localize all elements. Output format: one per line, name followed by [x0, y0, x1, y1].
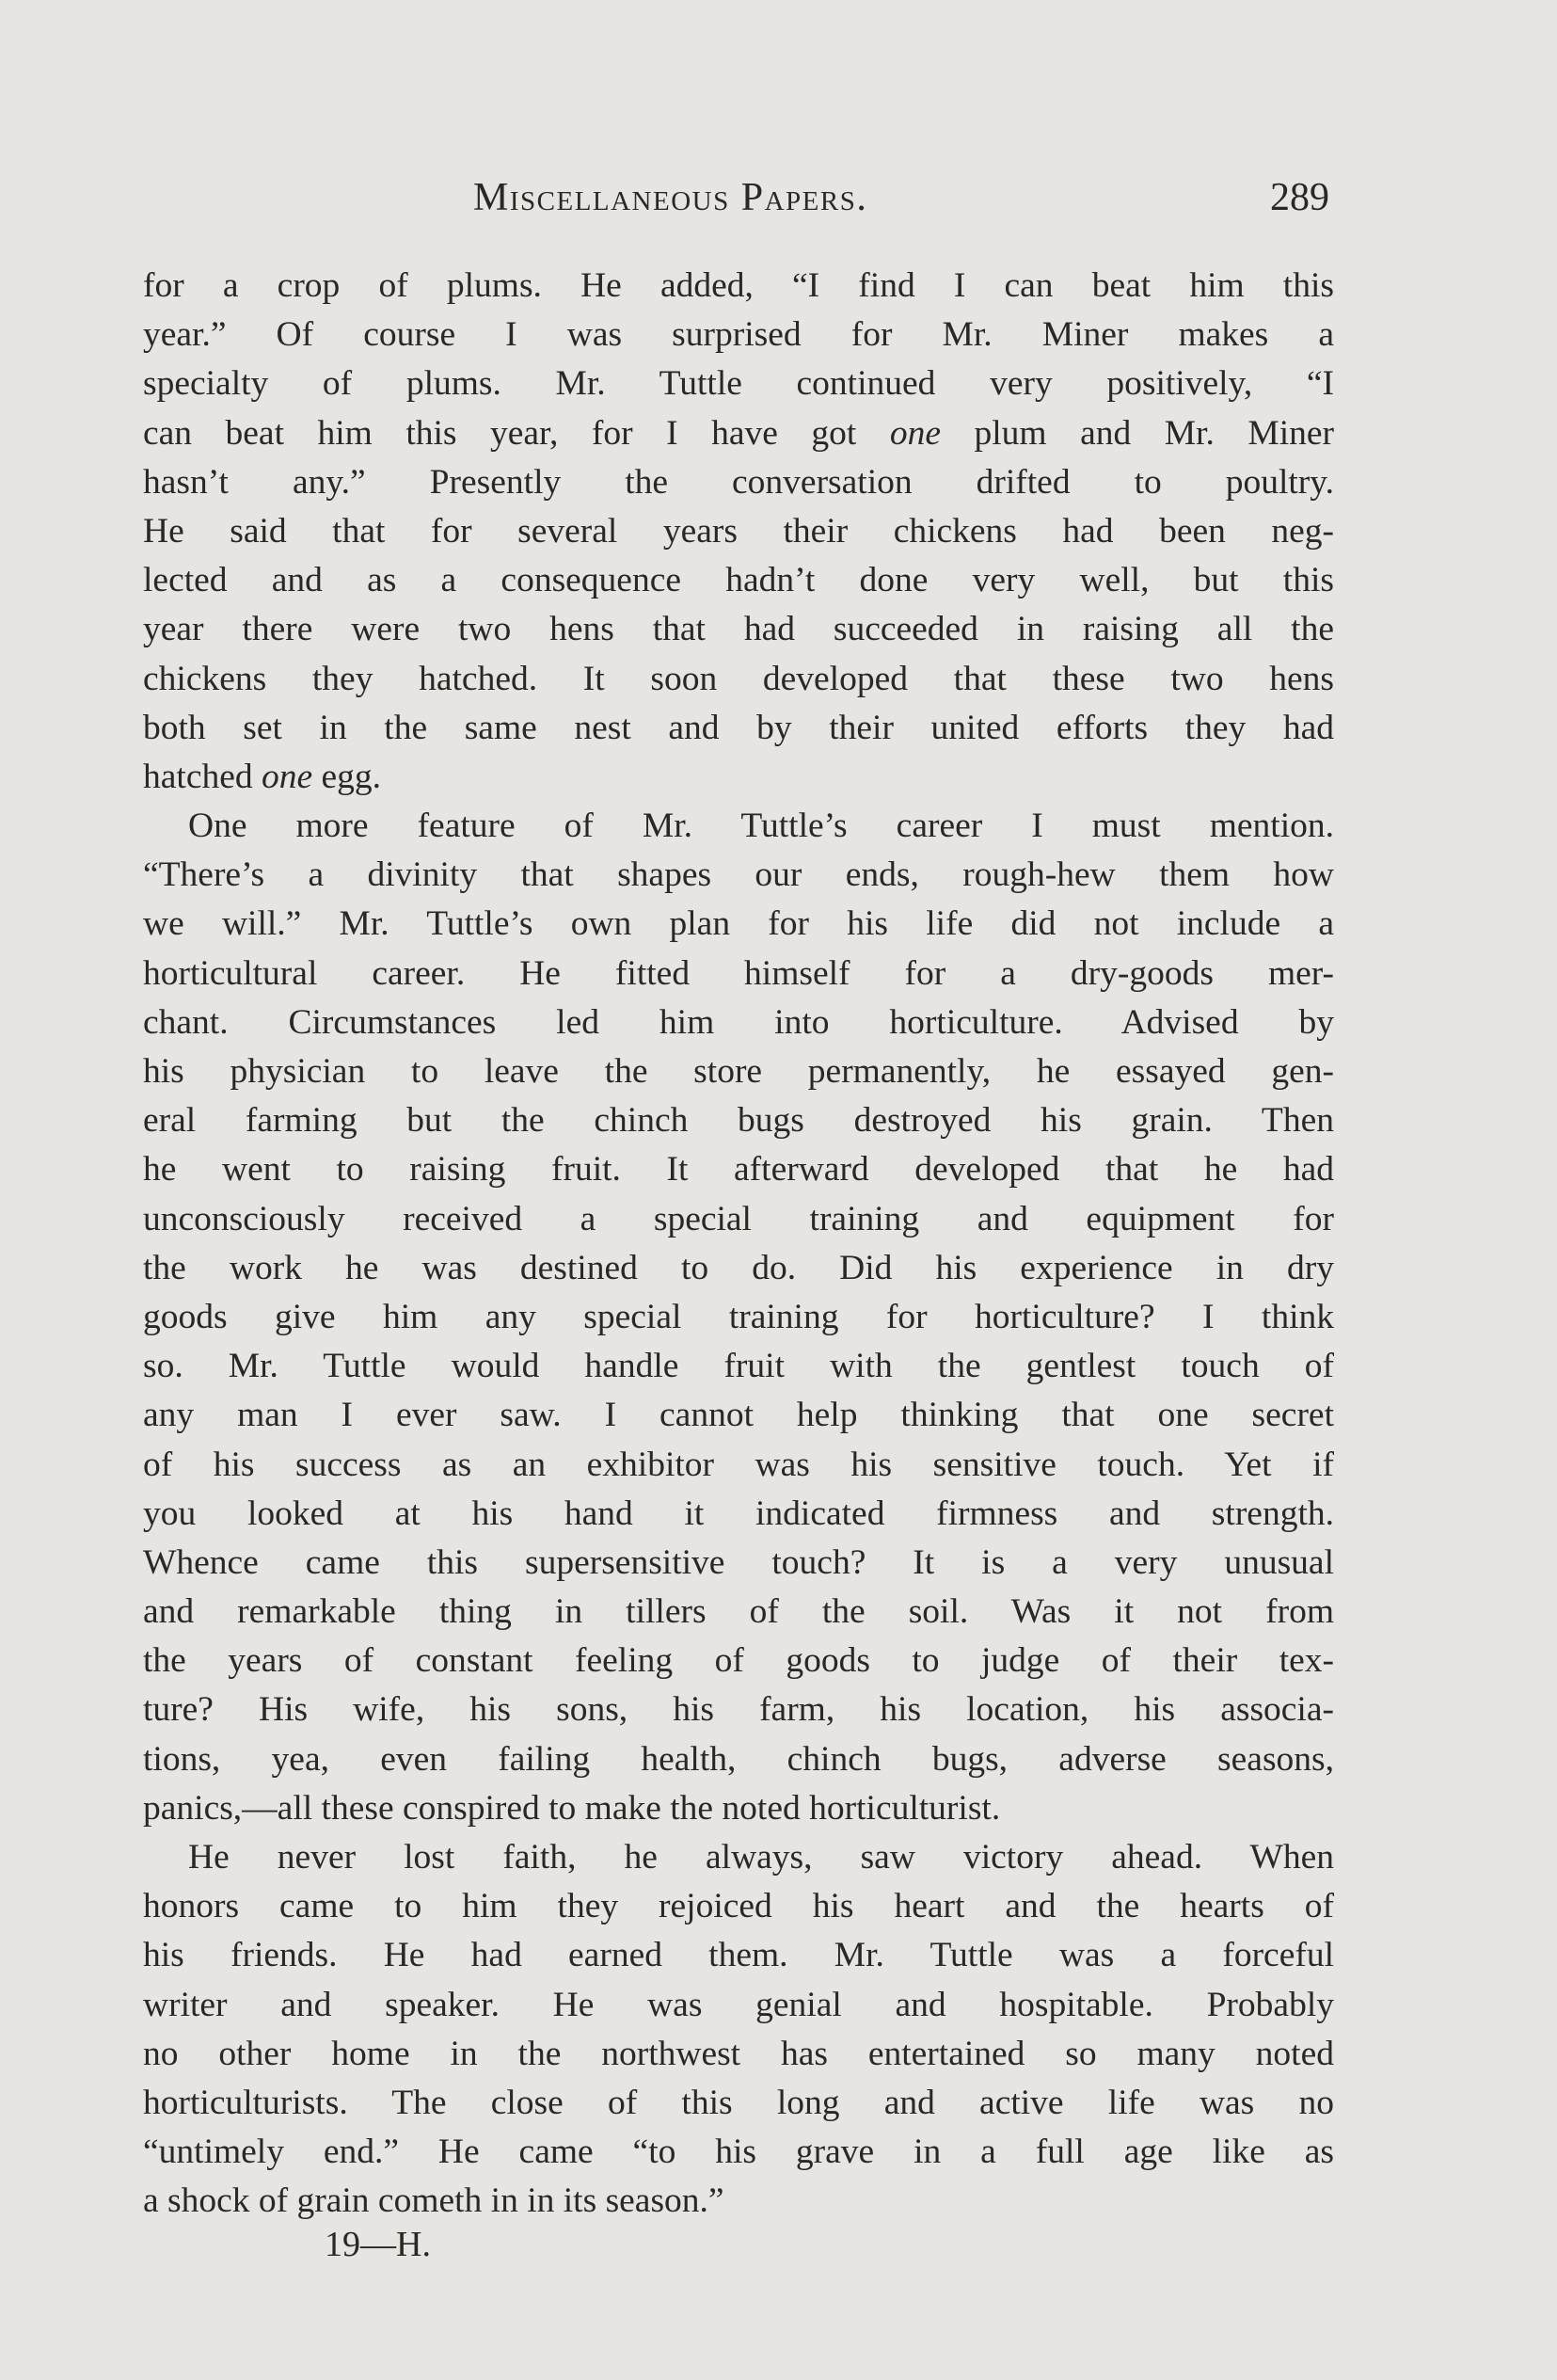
page-header: [473, 175, 1329, 232]
text-line: He never lost faith, he always, saw victory ahead. When: [188, 1838, 1334, 1877]
text-line: hatched one egg.: [143, 757, 382, 796]
text-line: “untimely end.” He came “to his grave in a full age like as: [143, 2132, 1334, 2172]
text-line: the years of constant feeling of goods to judge of their tex-: [143, 1641, 1334, 1681]
page-number: 289: [1270, 176, 1329, 219]
text-line: chant. Circumstances led him into horticulture. Advised by: [143, 1002, 1334, 1042]
paragraph: [143, 802, 1334, 1833]
text-line: his friends. He had earned them. Mr. Tuttle was a forceful: [143, 1936, 1334, 1975]
text-line: any man I ever saw. I cannot help thinking that one secret: [143, 1396, 1334, 1435]
text-line: “There’s a divinity that shapes our ends, rough-hew them how: [143, 855, 1334, 895]
text-line: horticulturists. The close of this long and active life was no: [143, 2083, 1334, 2122]
text-line: you looked at his hand it indicated firmness and strength.: [143, 1493, 1334, 1533]
text-line: unconsciously received a special training and equipment for: [143, 1199, 1334, 1238]
text-line: Whence came this supersensitive touch? It is a very unusual: [143, 1542, 1334, 1582]
text-line: his physician to leave the store permanently, he essayed gen-: [143, 1052, 1334, 1091]
signature-mark: 19—H.: [325, 2225, 431, 2264]
text-line: tions, yea, even failing health, chinch bugs, adverse seasons,: [143, 1739, 1334, 1779]
text-line: He said that for several years their chickens had been neg-: [143, 511, 1334, 551]
text-line: of his success as an exhibitor was his sensitive touch. Yet if: [143, 1445, 1334, 1484]
text-line: the work he was destined to do. Did his experience in dry: [143, 1248, 1334, 1287]
text-line: panics,—all these conspired to make the noted horticulturist.: [143, 1788, 1001, 1828]
text-line: and remarkable thing in tillers of the soil. Was it not from: [143, 1592, 1334, 1632]
text-line: both set in the same nest and by their united efforts they had: [143, 708, 1334, 747]
text-line: for a crop of plums. He added, “I find I can beat him this: [143, 266, 1334, 305]
body-text: [143, 262, 1334, 2227]
text-line: lected and as a consequence hadn’t done very well, but this: [143, 561, 1334, 600]
text-line: a shock of grain cometh in in its season.”: [143, 2181, 724, 2221]
text-line: no other home in the northwest has entertained so many noted: [143, 2034, 1334, 2073]
paragraph: [143, 262, 1334, 802]
text-line: specialty of plums. Mr. Tuttle continued very positively, “I: [143, 364, 1334, 404]
text-line: he went to raising fruit. It afterward developed that he had: [143, 1150, 1334, 1190]
text-line: can beat him this year, for I have got one plum and Mr. Miner: [143, 413, 1334, 453]
text-line: One more feature of Mr. Tuttle’s career I must mention.: [188, 807, 1334, 846]
text-line: ture? His wife, his sons, his farm, his location, his associa-: [143, 1690, 1334, 1730]
text-line: so. Mr. Tuttle would handle fruit with the gentlest touch of: [143, 1347, 1334, 1386]
text-line: year there were two hens that had succeeded in raising all the: [143, 610, 1334, 649]
text-line: we will.” Mr. Tuttle’s own plan for his life did not include a: [143, 904, 1334, 944]
text-line: hasn’t any.” Presently the conversation drifted to poultry.: [143, 462, 1334, 502]
paragraph: [143, 1833, 1334, 2227]
text-line: chickens they hatched. It soon developed that these two hens: [143, 659, 1334, 698]
text-line: goods give him any special training for horticulture? I think: [143, 1297, 1334, 1336]
text-line: horticultural career. He fitted himself for a dry-goods mer-: [143, 953, 1334, 993]
text-line: writer and speaker. He was genial and hospitable. Probably: [143, 1985, 1334, 2024]
text-line: eral farming but the chinch bugs destroyed his grain. Then: [143, 1101, 1334, 1141]
text-line: honors came to him they rejoiced his heart and the hearts of: [143, 1887, 1334, 1926]
running-head: Miscellaneous Papers.: [473, 176, 868, 219]
text-line: year.” Of course I was surprised for Mr. Miner makes a: [143, 315, 1334, 355]
